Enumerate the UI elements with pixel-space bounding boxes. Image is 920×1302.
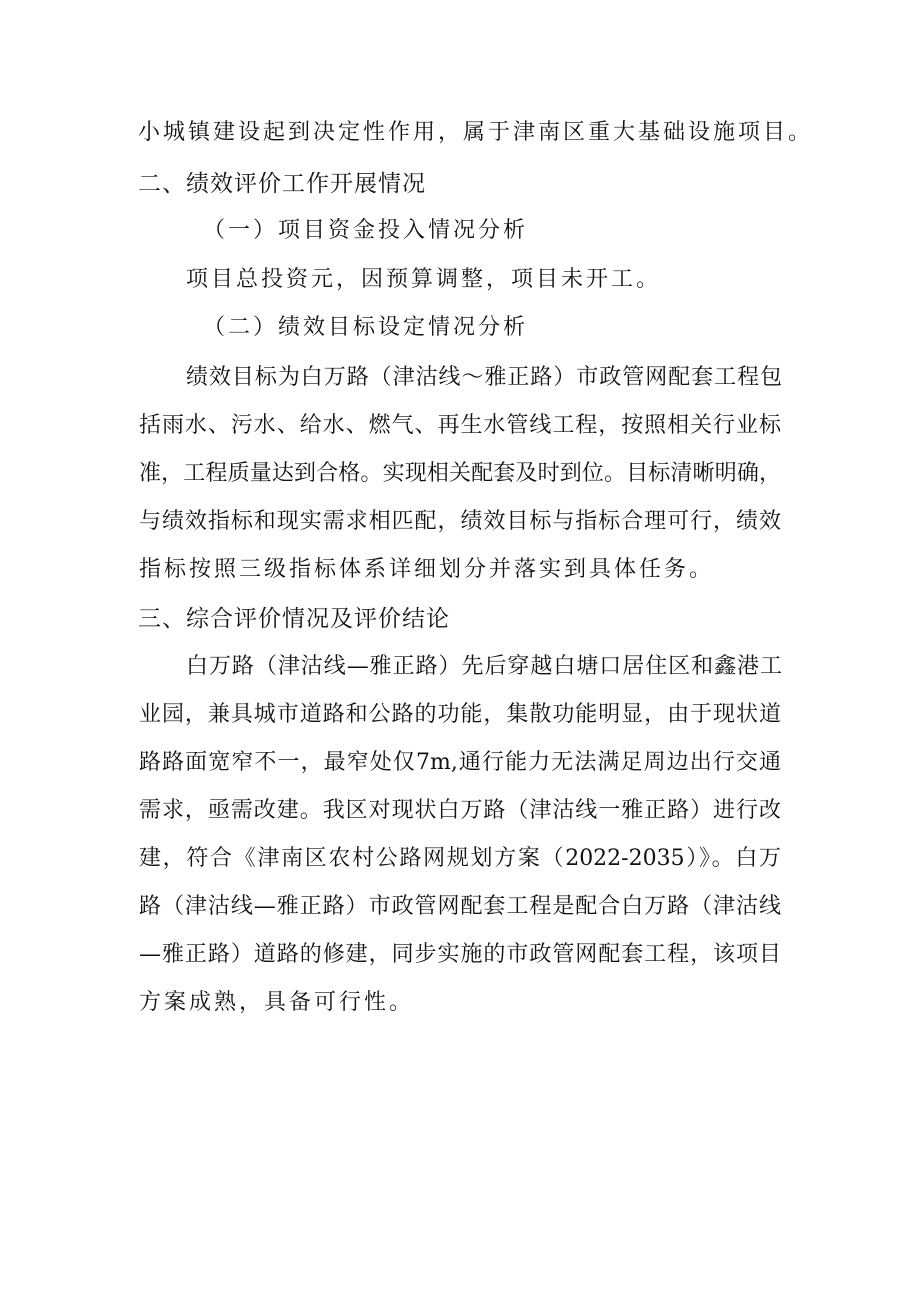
subsection-2-heading: （二）绩效目标设定情况分析 — [203, 315, 529, 340]
section-2-heading: 二、绩效评价工作开展情况 — [138, 171, 426, 197]
section-3-line-6: 路（津沽线—雅正路）市政管网配套工程是配合白万路（津沽线 — [139, 894, 781, 919]
section-3-line-2: 业园，兼具城市道路和公路的功能，集散功能明显，由于现状道 — [139, 702, 781, 727]
section-3-line-8: 方案成熟，具备可行性。 — [139, 990, 415, 1015]
section-3-heading: 三、综合评价情况及评价结论 — [138, 606, 450, 632]
section-3-line-3: 路路面宽窄不一，最窄处仅7m,通行能力无法满足周边出行交通 — [139, 750, 781, 775]
section-3-line-4: 需求，亟需改建。我区对现状白万路（津沽线一雅正路）进行改 — [139, 798, 781, 823]
subsection-2-line-3: 准，工程质量达到合格。实现相关配套及时到位。目标清晰明确， — [139, 461, 781, 486]
section-3-line-1: 白万路（津沽线—雅正路）先后穿越白塘口居住区和鑫港工 — [186, 654, 782, 679]
subsection-2-line-4: 与绩效指标和现实需求相匹配，绩效目标与指标合理可行，绩效 — [139, 509, 781, 534]
subsection-1-heading: （一）项目资金投入情况分析 — [203, 218, 529, 243]
intro-tail-paragraph: 小城镇建设起到决定性作用，属于津南区重大基础设施项目。 — [138, 120, 814, 145]
subsection-1-body: 项目总投资元，因预算调整，项目未开工。 — [186, 267, 662, 292]
section-3-line-7: —雅正路）道路的修建，同步实施的市政管网配套工程，该项目 — [139, 942, 781, 967]
subsection-2-line-1: 绩效目标为白万路（津沽线～雅正路）市政管网配套工程包 — [186, 365, 782, 390]
section-3-line-5: 建，符合《津南区农村公路网规划方案（2022-2035）》。白万 — [139, 846, 781, 871]
subsection-2-line-5: 指标按照三级指标体系详细划分并落实到具体任务。 — [139, 557, 715, 582]
subsection-2-line-2: 括雨水、污水、给水、燃气、再生水管线工程，按照相关行业标 — [139, 413, 781, 438]
